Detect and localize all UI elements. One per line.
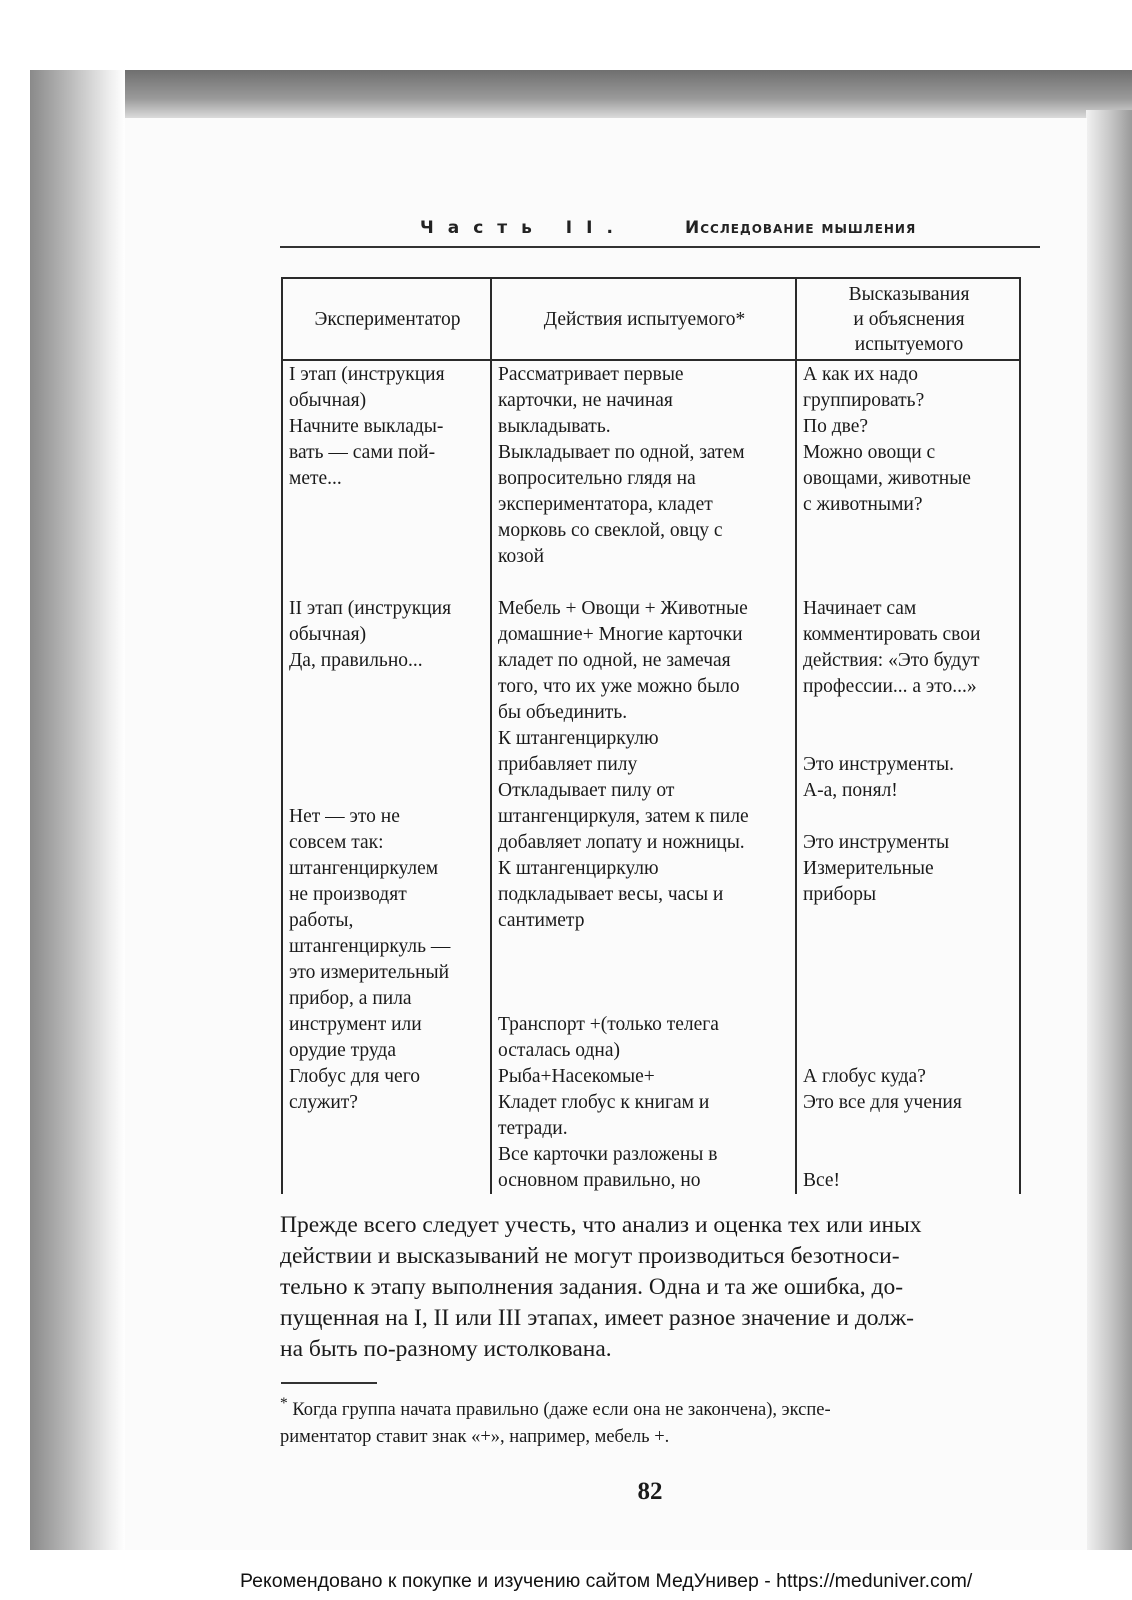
running-head-part: Часть II. (420, 218, 627, 238)
text-line: мете... (289, 468, 342, 489)
text-line (803, 1116, 1015, 1142)
text-line: К штангенциркулю (498, 858, 659, 879)
text-line: тетради. (498, 1118, 568, 1139)
text-line: выкладывать. (498, 416, 611, 437)
text-line: Начните выклады- (289, 416, 444, 437)
text-line (803, 1038, 1015, 1064)
running-head-title: Исследование мышления (685, 218, 917, 238)
text-line (498, 934, 791, 960)
text-line: Прежде всего следует учесть, что анализ и оценка тех или иных (280, 1212, 922, 1238)
text-line: Откладывает пилу от (498, 780, 675, 801)
column-header-line: Действия испытуемого* (543, 308, 746, 330)
text-line: Все! (803, 1170, 841, 1191)
text-line: Рассматривает первые (498, 364, 684, 385)
text-line: с животными? (803, 494, 923, 515)
header-rule (280, 246, 1040, 248)
footnote-line (280, 1390, 1022, 1424)
text-line: овощами, животные (803, 468, 971, 489)
scan-shadow-top (30, 70, 1132, 122)
text-line (289, 674, 486, 700)
text-line: прибавляет пилу (498, 754, 638, 775)
text-line: I этап (инструкция (289, 364, 445, 385)
text-line: комментировать свои (803, 624, 981, 645)
actions-cell (491, 360, 796, 1194)
text-line (289, 726, 486, 752)
text-line (289, 752, 486, 778)
text-line: сантиметр (498, 910, 585, 931)
text-line: профессии... а это...» (803, 676, 977, 697)
watermark-link-text[interactable]: Рекомендовано к покупке и изучению сайтом МедУнивер - https://meduniver.com/ (240, 1570, 973, 1592)
text-line: обычная) (289, 390, 367, 411)
text-line (803, 518, 1015, 544)
column-header-line: Высказывания (848, 283, 970, 305)
text-line: Транспорт +(только телега (498, 1014, 719, 1035)
body-paragraph (280, 1210, 1022, 1365)
text-line: работы, (289, 910, 354, 931)
text-line (803, 544, 1015, 570)
text-line: Можно овощи с (803, 442, 936, 463)
text-line: II этап (инструкция (289, 598, 452, 619)
text-line (289, 778, 486, 804)
text-line: козой (498, 546, 545, 567)
text-line: совсем так: (289, 832, 384, 853)
experimenter-cell (282, 360, 491, 1194)
text-line: приборы (803, 884, 877, 905)
footnote (280, 1390, 1022, 1451)
experiment-protocol-table (281, 277, 1021, 1194)
text-line: осталась одна) (498, 1040, 620, 1061)
text-line: Это инструменты (803, 832, 950, 853)
text-line (289, 700, 486, 726)
text-line (803, 908, 1015, 934)
text-line: штангенциркулем (289, 858, 439, 879)
text-line: Нет — это не (289, 806, 400, 827)
text-line (289, 518, 486, 544)
text-line (803, 804, 1015, 830)
text-line: это измерительный (289, 962, 450, 983)
text-line: Начинает сам (803, 598, 917, 619)
text-line: Глобус для чего (289, 1066, 420, 1087)
text-line: бы объединить. (498, 702, 628, 723)
text-line: А-а, понял! (803, 780, 898, 801)
text-line: Да, правильно... (289, 650, 423, 671)
column-header-line: и объяснения (853, 308, 965, 330)
text-line: вопросительно глядя на (498, 468, 696, 489)
text-line (803, 726, 1015, 752)
text-line: основном правильно, но (498, 1170, 701, 1191)
text-line: Выкладывает по одной, затем (498, 442, 745, 463)
scan-shadow-left (30, 70, 125, 1550)
text-line: экспериментатора, кладет (498, 494, 713, 515)
text-line (498, 986, 791, 1012)
text-line (803, 1142, 1015, 1168)
text-line (289, 1116, 486, 1142)
text-line (803, 934, 1015, 960)
column-header-line: Экспериментатор (314, 308, 461, 330)
text-line: пущенная на I, II или III этапах, имеет разное значение и долж- (280, 1305, 915, 1331)
text-line: тельно к этапу выполнения задания. Одна и та же ошибка, до- (280, 1274, 904, 1300)
text-line: карточки, не начиная (498, 390, 673, 411)
text-line (803, 700, 1015, 726)
text-line: Мебель + Овощи + Животные (498, 598, 748, 619)
text-line: Все карточки разложены в (498, 1144, 718, 1165)
text-line (498, 960, 791, 986)
text-line (289, 1168, 486, 1194)
text-line: добавляет лопату и ножницы. (498, 832, 745, 853)
text-line: орудие труда (289, 1040, 397, 1061)
text-line: штангенциркуля, затем к пиле (498, 806, 749, 827)
text-line: Измерительные (803, 858, 934, 879)
text-line: того, что их уже можно было (498, 676, 740, 697)
text-line: Рыба+Насекомые+ (498, 1066, 655, 1087)
text-line (289, 544, 486, 570)
text-line: действии и высказываний не могут производиться безотноси- (280, 1243, 900, 1269)
column-header-actions (491, 278, 796, 360)
statements-cell (796, 360, 1020, 1194)
text-line: инструмент или (289, 1014, 422, 1035)
text-line: кладет по одной, не замечая (498, 650, 731, 671)
text-line (289, 1142, 486, 1168)
footnote-rule (281, 1382, 377, 1384)
text-line (289, 492, 486, 518)
footnote-text-line-2: риментатор ставит знак «+», например, мебель +. (280, 1427, 670, 1448)
text-line: По две? (803, 416, 869, 437)
text-line: действия: «Это будут (803, 650, 980, 671)
text-line: А глобус куда? (803, 1066, 926, 1087)
text-line (803, 960, 1015, 986)
text-line: Кладет глобус к книгам и (498, 1092, 710, 1113)
text-line (803, 1012, 1015, 1038)
column-header-line: испытуемого (854, 333, 964, 355)
text-line: подкладывает весы, часы и (498, 884, 724, 905)
text-line: Это инструменты. (803, 754, 954, 775)
text-line: служит? (289, 1092, 358, 1113)
text-line: обычная) (289, 624, 367, 645)
text-line: К штангенциркулю (498, 728, 659, 749)
column-header-statements (796, 278, 1020, 360)
text-line (498, 570, 791, 596)
column-header-experimenter (282, 278, 491, 360)
text-line (289, 570, 486, 596)
text-line (803, 986, 1015, 1012)
text-line: домашние+ Многие карточки (498, 624, 743, 645)
text-line: не производят (289, 884, 407, 905)
scan-shadow-right (1086, 110, 1132, 1550)
running-head (280, 218, 1040, 246)
text-line: вать — сами пой- (289, 442, 436, 463)
table-header-row (282, 278, 1020, 360)
text-line: А как их надо (803, 364, 918, 385)
footnote-marker: * (280, 1395, 288, 1412)
page-number: 82 (637, 1478, 663, 1505)
text-line: морковь со свеклой, овцу с (498, 520, 723, 541)
table-row (282, 360, 1020, 1194)
footnote-text-line-1: Когда группа начата правильно (даже если она не закончена), экспе- (292, 1400, 831, 1421)
text-line: на быть по-разному истолкована. (280, 1336, 612, 1362)
text-line (803, 570, 1015, 596)
text-line: Это все для учения (803, 1092, 962, 1113)
text-line: штангенциркуль — (289, 936, 451, 957)
text-line: группировать? (803, 390, 925, 411)
text-line: прибор, а пила (289, 988, 412, 1009)
